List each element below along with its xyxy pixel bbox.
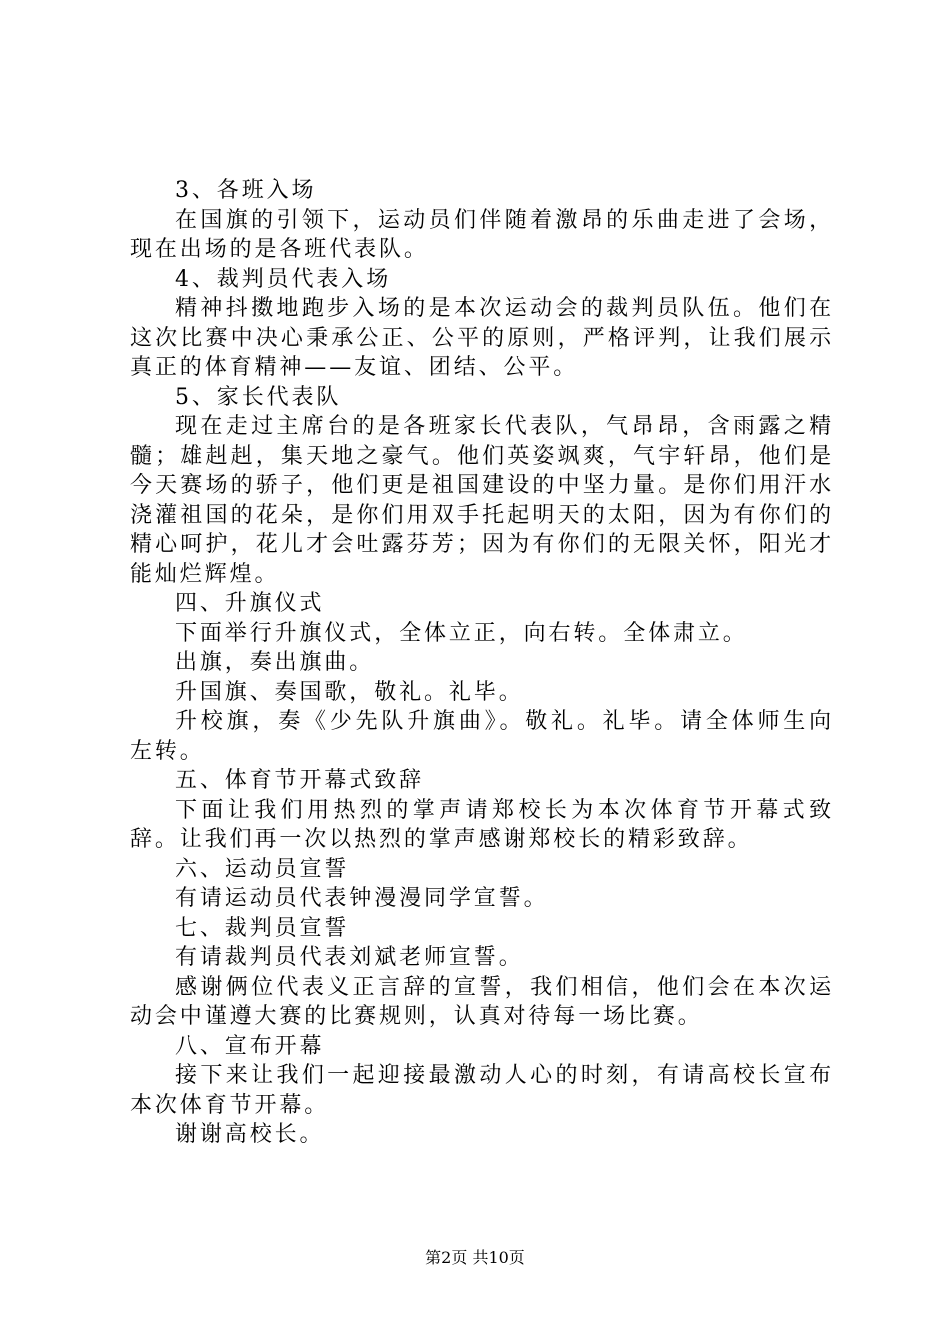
paragraph: 升国旗、奏国歌，敬礼。礼毕。 <box>175 679 524 705</box>
section-heading-flag-raising: 四、升旗仪式 <box>175 591 325 616</box>
paragraph: 谢谢高校长。 <box>175 1122 325 1147</box>
paragraph: 接下来让我们一起迎接最激动人心的时刻，有请高校长宣布本次体育节开幕。 <box>130 1063 834 1118</box>
paragraph: 下面举行升旗仪式，全体立正，向右转。全体肃立。 <box>175 620 748 646</box>
section-heading-referee-oath: 七、裁判员宣誓 <box>175 915 350 941</box>
section-heading-declare-opening: 八、宣布开幕 <box>175 1033 325 1059</box>
paragraph: 有请运动员代表钟漫漫同学宣誓。 <box>175 886 549 911</box>
paragraph: 精神抖擞地跑步入场的是本次运动会的裁判员队伍。他们在这次比赛中决心秉承公正、公平的原则，严格评判，让我们展示真正的体育精神——友谊、团结、公平。 <box>130 296 834 380</box>
paragraph: 出旗，奏出旗曲。 <box>175 650 375 675</box>
paragraph: 在国旗的引领下，运动员们伴随着激昂的乐曲走进了会场，现在出场的是各班代表队。 <box>130 207 834 262</box>
section-heading-opening-speech: 五、体育节开幕式致辞 <box>175 768 425 793</box>
paragraph: 现在走过主席台的是各班家长代表队，气昂昂，含雨露之精髓；雄赳赳，集天地之豪气。他们英姿飒爽，气宇轩昂，他们是今天赛场的骄子，他们更是祖国建设的中坚力量。是你们用汗水浇灌祖国的花朵，是你们用双手托起明天的太阳，因为有你们的精心呵护，花儿才会吐露芬芳；因为有你们的无限关怀，阳光才能灿烂辉煌。 <box>130 414 834 587</box>
section-heading-parent-team: 5、家长代表队 <box>175 384 342 410</box>
paragraph: 有请裁判员代表刘斌老师宣誓。 <box>175 945 524 970</box>
section-heading-athlete-oath: 六、运动员宣誓 <box>175 856 350 882</box>
paragraph: 升校旗，奏《少先队升旗曲》。敬礼。礼毕。请全体师生向左转。 <box>130 709 834 764</box>
section-heading-class-entry: 3、各班入场 <box>175 178 317 203</box>
document-body <box>130 176 834 1150</box>
paragraph: 感谢俩位代表义正言辞的宣誓，我们相信，他们会在本次运动会中谨遵大赛的比赛规则，认真对待每一场比赛。 <box>130 974 834 1029</box>
page-number-footer: 第2页 共10页 <box>425 1248 525 1267</box>
section-heading-referee-entry: 4、裁判员代表入场 <box>175 266 392 292</box>
paragraph: 下面让我们用热烈的掌声请郑校长为本次体育节开幕式致辞。让我们再一次以热烈的掌声感谢郑校长的精彩致辞。 <box>130 797 834 852</box>
